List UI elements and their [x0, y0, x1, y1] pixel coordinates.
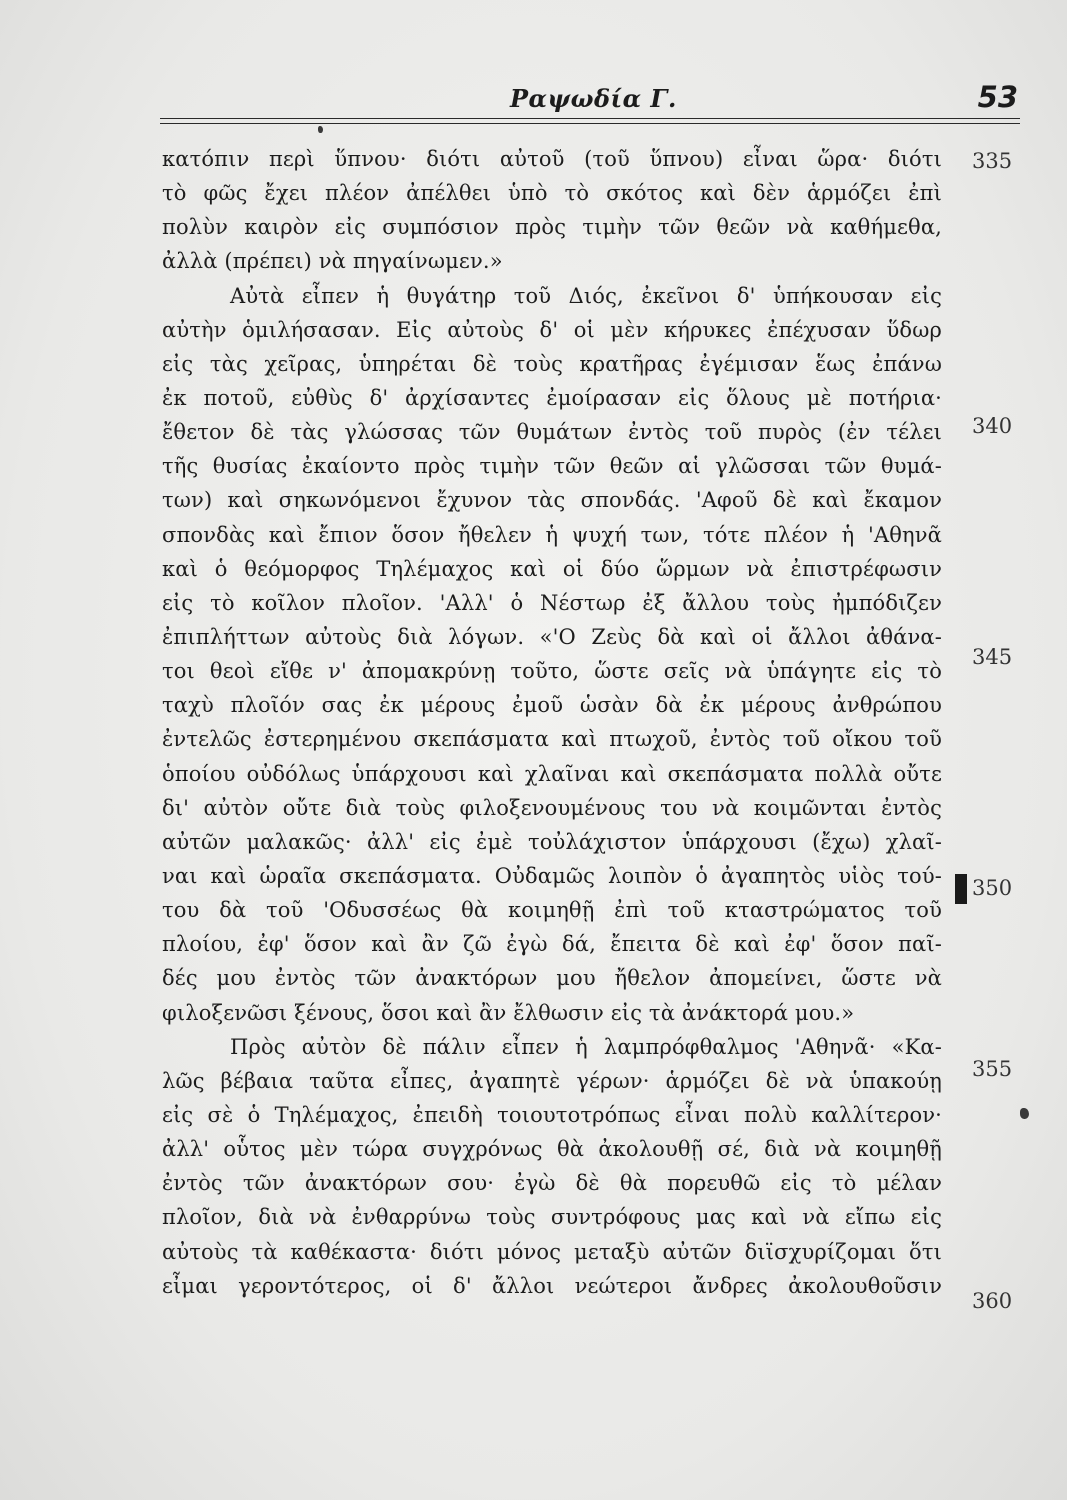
- text-line: ἀλλ' οὗτος μὲν τώρα συγχρόνως θὰ ἀκολουθῇ σέ, διὰ νὰ κοιμηθῇ: [162, 1137, 942, 1162]
- text-line: του δὰ τοῦ 'Οδυσσέως θὰ κοιμηθῇ ἐπὶ τοῦ κταστρώματος τοῦ: [162, 898, 942, 923]
- text-line: ἀλλὰ (πρέπει) νὰ πηγαίνωμεν.»: [162, 249, 503, 274]
- text-line: εἶμαι γεροντότερος, οἱ δ' ἄλλοι νεώτεροι ἄνδρες ἀκολουθοῦσιν: [162, 1273, 942, 1298]
- text-line: εἰς τὸ κοῖλον πλοῖον. 'Αλλ' ὁ Νέστωρ ἐξ ἄλλου τοὺς ἠμπόδιζεν: [162, 590, 942, 615]
- text-line: Αὐτὰ εἶπεν ἡ θυγάτηρ τοῦ Διός, ἐκεῖνοι δ' ὑπήκουσαν εἰς: [230, 283, 942, 308]
- page-number: 53: [977, 80, 1018, 114]
- text-line: φιλοξενῶσι ξένους, ὅσοι καὶ ἂν ἔλθωσιν εἰς τὰ ἀνάκτορά μου.»: [162, 1000, 855, 1025]
- text-line: αὐτοὺς τὰ καθέκαστα· διότι μόνος μεταξὺ αὐτῶν διϊσχυρίζομαι ὅτι: [162, 1239, 942, 1264]
- text-line: των) καὶ σηκωνόμενοι ἔχυνον τὰς σπονδάς. 'Αφοῦ δὲ καὶ ἔκαμον: [162, 488, 942, 513]
- text-line: ἐκ ποτοῦ, εὐθὺς δ' ἀρχίσαντες ἐμοίρασαν εἰς ὅλους μὲ ποτήρια·: [162, 385, 942, 410]
- text-line: δές μου ἐντὸς τῶν ἀνακτόρων μου ἤθελον ἀπομείνει, ὥστε νὰ: [162, 966, 942, 991]
- running-title: Ραψωδία Γ.: [510, 84, 677, 113]
- text-line: ἐντελῶς ἐστερημένου σκεπάσματα καὶ πτωχοῦ, ἐντὸς τοῦ οἴκου τοῦ: [162, 727, 942, 752]
- text-line: εἰς σὲ ὁ Τηλέμαχος, ἐπειδὴ τοιουτοτρόπως εἶναι πολὺ καλλίτερον·: [162, 1102, 942, 1127]
- text-line: σπονδὰς καὶ ἔπιον ὅσον ἤθελεν ἡ ψυχή των, τότε πλέον ἡ 'Αθηνᾶ: [162, 522, 942, 547]
- text-line: ταχὺ πλοῖόν σας ἐκ μέρους ἐμοῦ ὡσὰν δὰ ἐκ μέρους ἀνθρώπου: [162, 693, 942, 718]
- text-line: καὶ ὁ θεόμορφος Τηλέμαχος καὶ οἱ δύο ὥρμων νὰ ἐπιστρέφωσιν: [162, 556, 942, 581]
- page-header: [160, 78, 1020, 118]
- ink-blot: [955, 874, 967, 904]
- ink-speck: [318, 126, 323, 133]
- text-line: τῆς θυσίας ἐκαίοντο πρὸς τιμὴν τῶν θεῶν αἱ γλῶσσαι τῶν θυμά-: [162, 454, 942, 479]
- text-line: τοι θεοὶ εἴθε ν' ἀπομακρύνῃ τοῦτο, ὥστε σεῖς νὰ ὑπάγητε εἰς τὸ: [162, 659, 942, 684]
- text-line: λῶς βέβαια ταῦτα εἶπες, ἀγαπητὲ γέρων· ἁρμόζει δὲ νὰ ὑπακούῃ: [162, 1068, 942, 1093]
- text-line: ἐντὸς τῶν ἀνακτόρων σου· ἐγὼ δὲ θὰ πορευθῶ εἰς τὸ μέλαν: [162, 1171, 942, 1196]
- line-number-340: 340: [972, 414, 1013, 438]
- text-line: δι' αὐτὸν οὔτε διὰ τοὺς φιλοξενουμένους του νὰ κοιμῶνται ἐντὸς: [162, 795, 942, 820]
- text-line: τὸ φῶς ἔχει πλέον ἀπέλθει ὑπὸ τὸ σκότος καὶ δὲν ἁρμόζει ἐπὶ: [162, 181, 942, 206]
- line-number-360: 360: [972, 1289, 1013, 1313]
- header-rule-thin: [160, 123, 1020, 124]
- line-number-345: 345: [972, 645, 1013, 669]
- line-number-355: 355: [972, 1057, 1013, 1081]
- body-text: [162, 142, 942, 1303]
- text-line: πολὺν καιρὸν εἰς συμπόσιον πρὸς τιμὴν τῶν θεῶν νὰ καθήμεθα,: [162, 215, 942, 240]
- ink-speck: [1020, 1108, 1029, 1119]
- text-line: ἐπιπλήττων αὐτοὺς διὰ λόγων. «'Ο Ζεὺς δὰ καὶ οἱ ἄλλοι ἀθάνα-: [162, 624, 942, 649]
- text-line: εἰς τὰς χεῖρας, ὑπηρέται δὲ τοὺς κρατῆρας ἐγέμισαν ἕως ἐπάνω: [162, 351, 942, 376]
- text-line: ὁποίου οὐδόλως ὑπάρχουσι καὶ χλαῖναι καὶ σκεπάσματα πολλὰ οὔτε: [162, 761, 942, 786]
- text-line: κατόπιν περὶ ὕπνου· διότι αὐτοῦ (τοῦ ὕπνου) εἶναι ὥρα· διότι: [162, 147, 942, 171]
- text-line: αὐτὴν ὁμιλήσασαν. Εἰς αὐτοὺς δ' οἱ μὲν κήρυκες ἐπέχυσαν ὕδωρ: [162, 317, 942, 342]
- text-line: αὐτῶν μαλακῶς· ἀλλ' εἰς ἐμὲ τοὐλάχιστον ὑπάρχουσι (ἔχω) χλαῖ-: [162, 829, 942, 854]
- text-line: πλοίου, ἐφ' ὅσον καὶ ἂν ζῶ ἐγὼ δά, ἔπειτα δὲ καὶ ἐφ' ὅσον παῖ-: [162, 932, 942, 957]
- text-line: ἔθετον δὲ τὰς γλώσσας τῶν θυμάτων ἐντὸς τοῦ πυρὸς (ἐν τέλει: [162, 420, 942, 445]
- text-line: πλοῖον, διὰ νὰ ἐνθαρρύνω τοὺς συντρόφους μας καὶ νὰ εἴπω εἰς: [162, 1205, 942, 1230]
- line-number-335: 335: [972, 149, 1013, 173]
- text-line: ναι καὶ ὡραῖα σκεπάσματα. Οὐδαμῶς λοιπὸν ὁ ἀγαπητὸς υἱὸς τού-: [162, 863, 942, 888]
- text-line: Πρὸς αὐτὸν δὲ πάλιν εἶπεν ἡ λαμπρόφθαλμος 'Αθηνᾶ· «Κα-: [230, 1034, 942, 1059]
- header-rule: [160, 118, 1020, 119]
- line-number-350: 350: [972, 876, 1013, 900]
